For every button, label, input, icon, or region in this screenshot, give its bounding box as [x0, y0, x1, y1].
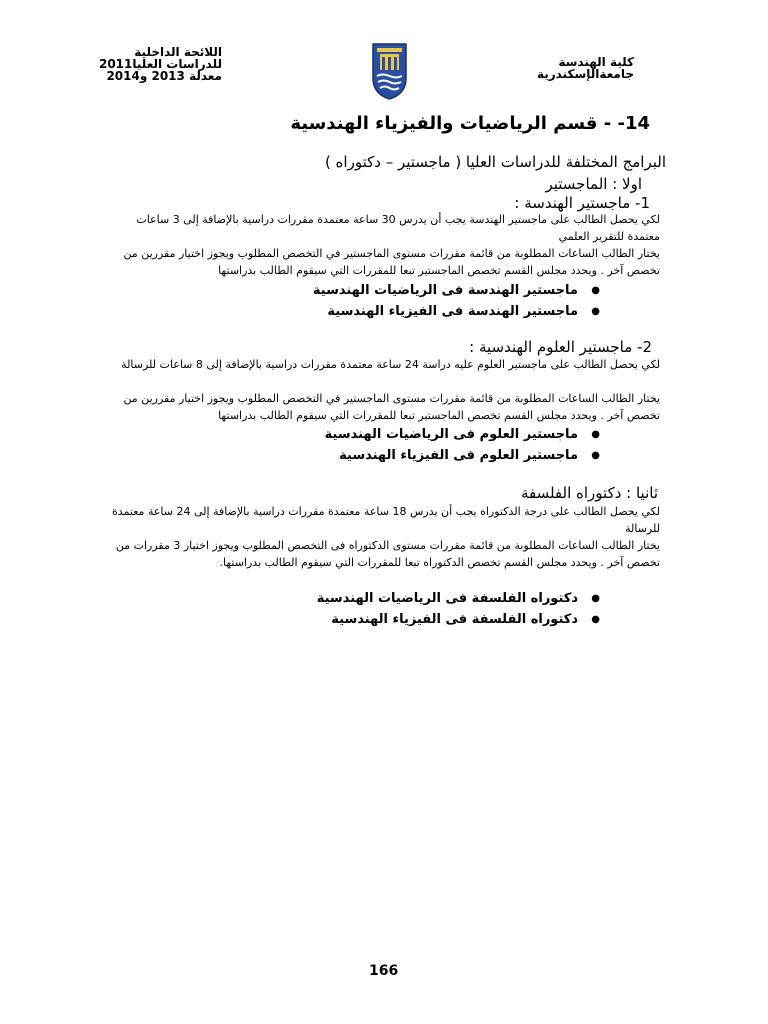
faculty-name: كلية الهندسة: [558, 55, 634, 69]
meng-paragraph-selection: يختار الطالب الساعات المطلوبة من قائمة مقررات مستوى الماجستير في التخصص المطلوب ويجوز اختيار مقررين من تخصص آخر . ويحدد مجلس القسم تخصص الماجستير تبعا للمقررات التي سيقوم الطالب بدراستها: [123, 247, 660, 277]
list-item: ● ماجستير العلوم فى الرياضيات الهندسية: [300, 424, 600, 445]
phd-heading: ثانيا : دكتوراه الفلسفة: [520, 484, 658, 502]
phd-programs-list: [300, 588, 600, 630]
list-item: ● دكتوراه الفلسفة فى الفيزياء الهندسية: [300, 609, 600, 630]
programs-heading: البرامج المختلفة للدراسات العليا ( ماجستير – دكتوراه ): [324, 153, 666, 171]
msc-paragraph-selection: يختار الطالب الساعات المطلوبة من قائمة مقررات مستوى الماجستير في التخصص المطلوب ويجوز اختيار مقررين من تخصص آخر . ويحدد مجلس القسم تخصص الماجستير تبعا للمقررات التي سيقوم الطالب بدراستها: [123, 392, 660, 422]
meng-heading: 1- ماجستير الهندسة :: [514, 194, 650, 212]
phd-paragraph-credits: لكي يحصل الطالب على درجة الدكتوراه يجب أن يدرس 18 ساعة معتمدة مقررات دراسية بالإضافة إلى 24 ساعة معتمدة للرسالة: [112, 505, 660, 535]
list-item: ● ماجستير العلوم فى الفيزياء الهندسية: [300, 445, 600, 466]
section-title: 14- - قسم الرياضيات والفيزياء الهندسية: [290, 113, 650, 134]
list-item: ● دكتوراه الفلسفة فى الرياضيات الهندسية: [300, 588, 600, 609]
masters-heading: اولا : الماجستير: [545, 175, 642, 193]
regulation-line: اللائحة الداخلية: [134, 45, 222, 59]
meng-paragraph-credits: لكي يحصل الطالب على ماجستير الهندسة يجب أن يدرس 30 ساعة معتمدة مقررات دراسية بالإضافة إلى 3 ساعات معتمدة للتقرير العلمي: [136, 213, 660, 243]
msc-paragraph-credits: لكي يحصل الطالب على ماجستير العلوم عليه دراسة 24 ساعة معتمدة مقررات دراسية بالإضافة إلى 8 ساعات للرسالة: [121, 358, 660, 371]
list-item: ● ماجستير الهندسة فى الفيزياء الهندسية: [300, 301, 600, 322]
university-name: جامعةالإسكندرية: [536, 67, 634, 81]
university-crest-icon: [371, 42, 408, 100]
list-item: ● ماجستير الهندسة فى الرياضيات الهندسية: [300, 280, 600, 301]
regulation-line: معدلة 2013 و2014: [106, 69, 222, 83]
regulation-header: [98, 46, 222, 82]
phd-paragraph-selection: يختار الطالب الساعات المطلوبة من قائمة مقررات مستوى الدكتوراه فى التخصص المطلوب ويجوز اختيار 3 مقررات من تخصص آخر . ويحدد مجلس القسم تخصص الدكتوراه تبعا للمقررات التي سيقوم الطالب بدراستها.: [115, 539, 660, 569]
msc-programs-list: [300, 424, 600, 466]
page-number: 166: [369, 963, 399, 979]
msc-heading: 2- ماجستير العلوم الهندسية :: [469, 338, 652, 356]
meng-programs-list: [300, 280, 600, 322]
faculty-header: [508, 56, 634, 80]
regulation-line: للدراسات العليا2011: [98, 57, 222, 71]
